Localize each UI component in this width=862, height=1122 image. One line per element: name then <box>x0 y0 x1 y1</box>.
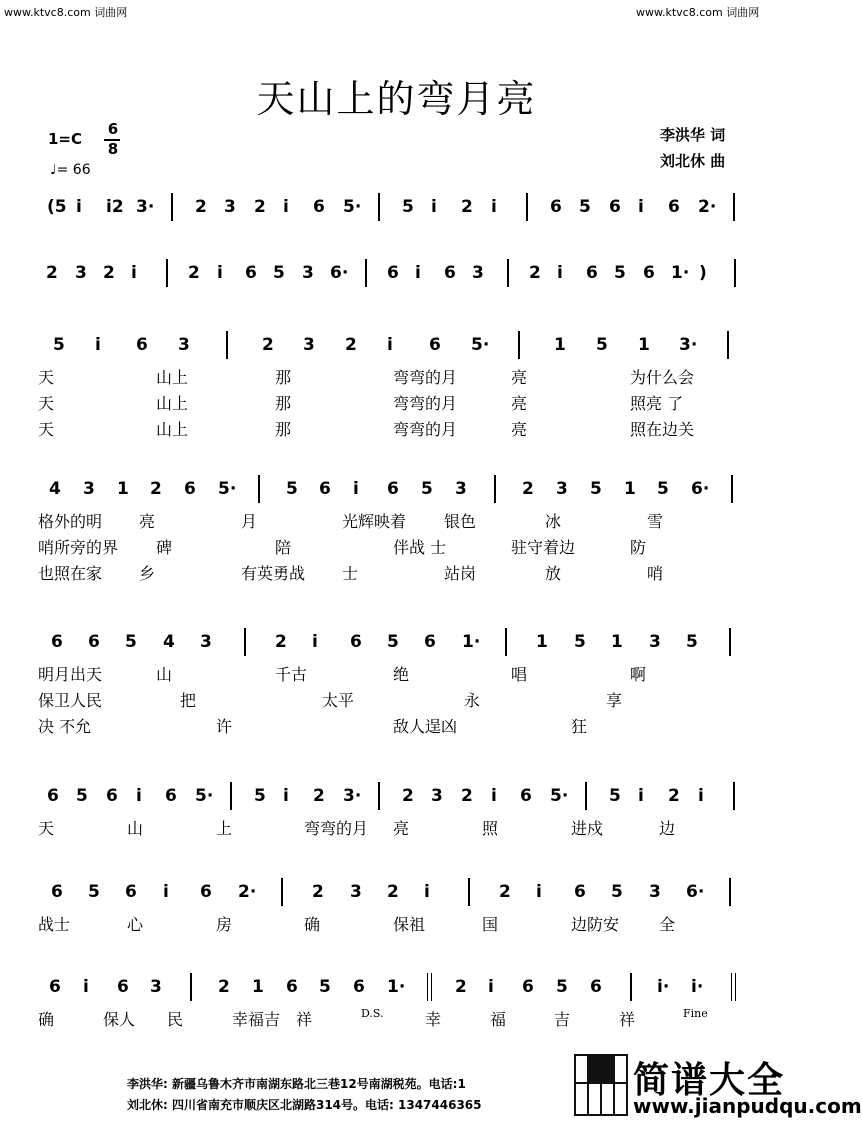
note: i2 <box>106 197 124 217</box>
lyric-word: 幸福吉 <box>232 1010 281 1029</box>
note: 5· <box>471 335 490 355</box>
lyric-word: 山 <box>127 819 144 838</box>
lyric-word: 乡 <box>139 564 156 583</box>
barline <box>733 782 735 810</box>
note: 2 <box>529 263 541 283</box>
note: 6 <box>200 882 212 902</box>
lyric-word: 格外的明 <box>38 512 103 531</box>
note: i <box>353 479 359 499</box>
note: 1 <box>536 632 548 652</box>
lyric-word: 福 <box>490 1010 507 1029</box>
lyric-word: 决 不允 <box>38 717 92 736</box>
note: 4 <box>163 632 175 652</box>
note: i <box>638 786 644 806</box>
note: 2 <box>254 197 266 217</box>
lyric-word: 亮 <box>393 819 410 838</box>
note: i <box>312 632 318 652</box>
lyric-word: 放 <box>545 564 562 583</box>
note: 6 <box>51 632 63 652</box>
note: 2 <box>188 263 200 283</box>
note: 6 <box>387 479 399 499</box>
lyric-word: 边防安 <box>571 915 620 934</box>
note: 5· <box>343 197 362 217</box>
lyric-word: 哨所旁的界 <box>38 538 119 557</box>
lyric-word: 敌人逞凶 <box>393 717 458 736</box>
note: 6 <box>550 197 562 217</box>
song-title: 天山上的弯月亮 <box>256 77 537 121</box>
barline <box>734 259 736 287</box>
barline <box>518 331 520 359</box>
barline <box>230 782 232 810</box>
barline <box>494 475 496 503</box>
note: i <box>698 786 704 806</box>
note: 3· <box>679 335 698 355</box>
note: 5 <box>590 479 602 499</box>
note: i <box>387 335 393 355</box>
barline <box>630 973 632 1001</box>
note: 5 <box>611 882 623 902</box>
note: 5 <box>125 632 137 652</box>
lyric-word: 碑 <box>156 538 173 557</box>
note: 2 <box>402 786 414 806</box>
note: 2 <box>668 786 680 806</box>
note: 6 <box>49 977 61 997</box>
note: 5 <box>574 632 586 652</box>
note: i <box>136 786 142 806</box>
note: 2 <box>275 632 287 652</box>
note: 6 <box>643 263 655 283</box>
time-denominator: 8 <box>107 140 119 158</box>
barline <box>378 193 380 221</box>
note: 5 <box>556 977 568 997</box>
note: 6 <box>47 786 59 806</box>
note: 2 <box>218 977 230 997</box>
note: i· <box>657 977 670 997</box>
time-numerator: 6 <box>107 120 119 138</box>
lyric-word: 月 <box>241 512 258 531</box>
lyric-word: 民 <box>167 1010 184 1029</box>
lyric-word: 永 <box>464 691 481 710</box>
note: 2 <box>345 335 357 355</box>
note: 5· <box>550 786 569 806</box>
barline <box>526 193 528 221</box>
note: i <box>95 335 101 355</box>
note: 5 <box>53 335 65 355</box>
barline <box>468 878 470 906</box>
note: 2 <box>522 479 534 499</box>
lyric-word: 那 <box>275 394 292 413</box>
site-watermark-right: www.ktvc8.com 词曲网 <box>636 6 760 19</box>
note: i <box>491 786 497 806</box>
note: 1 <box>624 479 636 499</box>
lyric-row <box>38 391 758 413</box>
lyric-word: 确 <box>38 1010 55 1029</box>
piano-logo-icon <box>574 1054 628 1116</box>
note: 6 <box>88 632 100 652</box>
note: 6 <box>429 335 441 355</box>
lyric-word: 银色 <box>444 512 477 531</box>
lyric-word: 确 <box>304 915 321 934</box>
lyric-word: 绝 <box>393 665 410 684</box>
barline <box>171 193 173 221</box>
note: 6 <box>313 197 325 217</box>
note: 3 <box>83 479 95 499</box>
note: 5 <box>273 263 285 283</box>
note: i <box>488 977 494 997</box>
note: i <box>638 197 644 217</box>
lyric-word: 也照在家 <box>38 564 103 583</box>
note: 6 <box>609 197 621 217</box>
note: 5· <box>195 786 214 806</box>
lyric-word: 山 <box>156 665 173 684</box>
note: 2 <box>387 882 399 902</box>
tempo-marking: ♩= 66 <box>50 162 91 178</box>
lyric-row <box>38 417 758 439</box>
lyric-word: 亮 <box>511 394 528 413</box>
note: i <box>536 882 542 902</box>
site-watermark-left: www.ktvc8.com 词曲网 <box>4 6 128 19</box>
lyric-row <box>38 535 758 557</box>
barline <box>585 782 587 810</box>
lyric-word: 天 <box>38 394 55 413</box>
note: 3 <box>75 263 87 283</box>
barline <box>190 973 192 1001</box>
lyric-word: 保祖 <box>393 915 426 934</box>
lyric-word: 弯弯的月 <box>393 394 458 413</box>
lyric-word: 吉 <box>554 1010 571 1029</box>
barline <box>733 193 735 221</box>
note: 2 <box>499 882 511 902</box>
note: 6 <box>387 263 399 283</box>
lyric-word: 天 <box>38 420 55 439</box>
lyric-word: 亮 <box>511 420 528 439</box>
note: 2 <box>150 479 162 499</box>
lyric-word: 防 <box>630 538 647 557</box>
lyric-word: 啊 <box>630 665 647 684</box>
note: 1· <box>462 632 481 652</box>
lyric-word: 为什么会 <box>630 368 695 387</box>
lyric-row <box>38 816 758 838</box>
note: 3 <box>350 882 362 902</box>
note: 6 <box>668 197 680 217</box>
note: 3 <box>649 632 661 652</box>
lyric-word: Fine <box>683 1007 708 1020</box>
lyric-word: 边 <box>659 819 676 838</box>
note: 6 <box>184 479 196 499</box>
note: 5 <box>657 479 669 499</box>
note: 6 <box>165 786 177 806</box>
note: 3 <box>556 479 568 499</box>
lyric-word: 享 <box>606 691 623 710</box>
lyric-word: 弯弯的月 <box>393 420 458 439</box>
lyric-word: 那 <box>275 368 292 387</box>
lyric-word: 太平 <box>322 691 355 710</box>
note: 3 <box>224 197 236 217</box>
lyric-word: 许 <box>216 717 233 736</box>
note: 2 <box>461 786 473 806</box>
note: 5 <box>254 786 266 806</box>
note: 5 <box>421 479 433 499</box>
note: 6 <box>574 882 586 902</box>
lyric-word: 那 <box>275 420 292 439</box>
lyric-row <box>38 561 758 583</box>
lyric-word: 把 <box>180 691 197 710</box>
lyric-word: 山上 <box>156 420 189 439</box>
lyric-word: 祥 <box>296 1010 313 1029</box>
note: 6 <box>350 632 362 652</box>
note: 6· <box>686 882 705 902</box>
note: 2 <box>262 335 274 355</box>
note: i <box>76 197 82 217</box>
note: 1 <box>117 479 129 499</box>
lyric-word: 士 <box>342 564 359 583</box>
lyric-word: 全 <box>659 915 676 934</box>
lyric-word: 唱 <box>511 665 528 684</box>
note: 6 <box>136 335 148 355</box>
lyric-word: 明月出天 <box>38 665 103 684</box>
lyric-row <box>38 714 758 736</box>
lyric-word: 狂 <box>571 717 588 736</box>
note: 6· <box>330 263 349 283</box>
barline <box>729 628 731 656</box>
logo-title: 简谱大全 <box>633 1060 786 1101</box>
barline <box>731 475 733 503</box>
note: 1· <box>387 977 406 997</box>
note: 1 <box>638 335 650 355</box>
note: 2 <box>103 263 115 283</box>
lyric-row <box>38 509 758 531</box>
note: 5 <box>88 882 100 902</box>
note: 2 <box>461 197 473 217</box>
barline <box>505 628 507 656</box>
note: 6 <box>353 977 365 997</box>
lyric-word: 冰 <box>545 512 562 531</box>
lyric-word: 祥 <box>619 1010 636 1029</box>
lyric-row <box>38 688 758 710</box>
note: i <box>431 197 437 217</box>
lyric-word: 保卫人民 <box>38 691 103 710</box>
note: 2· <box>238 882 257 902</box>
lyric-word: 千古 <box>275 665 308 684</box>
lyric-word: 陪 <box>275 538 292 557</box>
note: 2 <box>195 197 207 217</box>
lyric-word: 进戍 <box>571 819 604 838</box>
note: i <box>217 263 223 283</box>
barline <box>427 973 428 1001</box>
barline <box>226 331 228 359</box>
note: 4 <box>49 479 61 499</box>
lyric-row <box>38 912 758 934</box>
note: 6 <box>117 977 129 997</box>
lyric-word: 伴战 士 <box>393 538 447 557</box>
barline <box>244 628 246 656</box>
barline <box>378 782 380 810</box>
note: 3 <box>472 263 484 283</box>
note: ) <box>699 263 707 283</box>
note: 6 <box>245 263 257 283</box>
note: 5· <box>218 479 237 499</box>
note: i <box>424 882 430 902</box>
note: 6 <box>424 632 436 652</box>
note: 3· <box>136 197 155 217</box>
note: i <box>163 882 169 902</box>
barline <box>729 878 731 906</box>
barline <box>731 973 732 1001</box>
note: 3 <box>649 882 661 902</box>
lyric-word: 亮 <box>511 368 528 387</box>
lyric-word: 天 <box>38 819 55 838</box>
note: 5 <box>614 263 626 283</box>
note: i <box>131 263 137 283</box>
lyric-row <box>38 365 758 387</box>
note: 3 <box>178 335 190 355</box>
note: 3 <box>431 786 443 806</box>
barline <box>365 259 367 287</box>
note: 6 <box>106 786 118 806</box>
note: 3 <box>455 479 467 499</box>
note: 2 <box>46 263 58 283</box>
note: 5 <box>319 977 331 997</box>
note: 2· <box>698 197 717 217</box>
lyric-row <box>38 1007 758 1029</box>
note: 5 <box>579 197 591 217</box>
note: 3 <box>150 977 162 997</box>
lyric-word: 山上 <box>156 394 189 413</box>
logo-url: www.jianpudqu.com <box>633 1094 862 1118</box>
lyric-word: 雪 <box>647 512 664 531</box>
note: 1 <box>252 977 264 997</box>
note: 6 <box>286 977 298 997</box>
lyric-word: 保人 <box>103 1010 136 1029</box>
lyric-word: 国 <box>482 915 499 934</box>
note: 5 <box>609 786 621 806</box>
note: 6 <box>125 882 137 902</box>
barline <box>507 259 509 287</box>
lyric-word: 哨 <box>647 564 664 583</box>
barline <box>258 475 260 503</box>
lyric-row <box>38 662 758 684</box>
note: i <box>283 197 289 217</box>
note: i· <box>691 977 704 997</box>
note: 3 <box>302 263 314 283</box>
lyric-word: 照亮 了 <box>630 394 684 413</box>
note: 6 <box>520 786 532 806</box>
lyric-word: 驻守着边 <box>511 538 576 557</box>
note: 2 <box>455 977 467 997</box>
note: 6 <box>319 479 331 499</box>
note: 5 <box>596 335 608 355</box>
note: 3 <box>303 335 315 355</box>
lyric-word: 山上 <box>156 368 189 387</box>
note: 1· <box>671 263 690 283</box>
barline <box>281 878 283 906</box>
lyric-word: 战士 <box>38 915 71 934</box>
note: i <box>491 197 497 217</box>
lyric-word: 房 <box>216 915 233 934</box>
note: 1 <box>611 632 623 652</box>
note: (5 <box>47 197 67 217</box>
lyric-word: 照 <box>482 819 499 838</box>
note: i <box>83 977 89 997</box>
note: i <box>283 786 289 806</box>
note: 5 <box>387 632 399 652</box>
note: i <box>415 263 421 283</box>
note: 2 <box>313 786 325 806</box>
composer-credit: 刘北休 曲 <box>660 152 726 170</box>
key-signature: 1=C <box>48 130 83 148</box>
lyric-word: 照在边关 <box>630 420 695 439</box>
barline <box>727 331 729 359</box>
lyric-word: 心 <box>127 915 144 934</box>
note: i <box>557 263 563 283</box>
lyric-word: 亮 <box>139 512 156 531</box>
note: 5 <box>686 632 698 652</box>
note: 6 <box>586 263 598 283</box>
footer-contact-lyricist: 李洪华: 新疆乌鲁木齐市南湖东路北三巷12号南湖税苑。电话:1 <box>127 1077 466 1091</box>
note: 6 <box>444 263 456 283</box>
note: 5 <box>76 786 88 806</box>
note: 6 <box>590 977 602 997</box>
note: 5 <box>286 479 298 499</box>
lyric-word: 光辉映着 <box>342 512 407 531</box>
lyric-word: 有英勇战 <box>241 564 306 583</box>
lyric-word: 上 <box>216 819 233 838</box>
note: 1 <box>554 335 566 355</box>
lyric-word: D.S. <box>361 1007 384 1020</box>
lyric-word: 幸 <box>425 1010 442 1029</box>
barline <box>166 259 168 287</box>
lyric-word: 弯弯的月 <box>393 368 458 387</box>
lyric-word: 弯弯的月 <box>304 819 369 838</box>
lyricist-credit: 李洪华 词 <box>660 126 726 144</box>
note: 3· <box>343 786 362 806</box>
note: 6 <box>51 882 63 902</box>
lyric-word: 站岗 <box>444 564 477 583</box>
note: 6· <box>691 479 710 499</box>
note: 2 <box>312 882 324 902</box>
note: 5 <box>402 197 414 217</box>
footer-contact-composer: 刘北休: 四川省南充市顺庆区北湖路314号。电话: 1347446365 <box>127 1098 482 1112</box>
note: 3 <box>200 632 212 652</box>
note: 6 <box>522 977 534 997</box>
lyric-word: 天 <box>38 368 55 387</box>
